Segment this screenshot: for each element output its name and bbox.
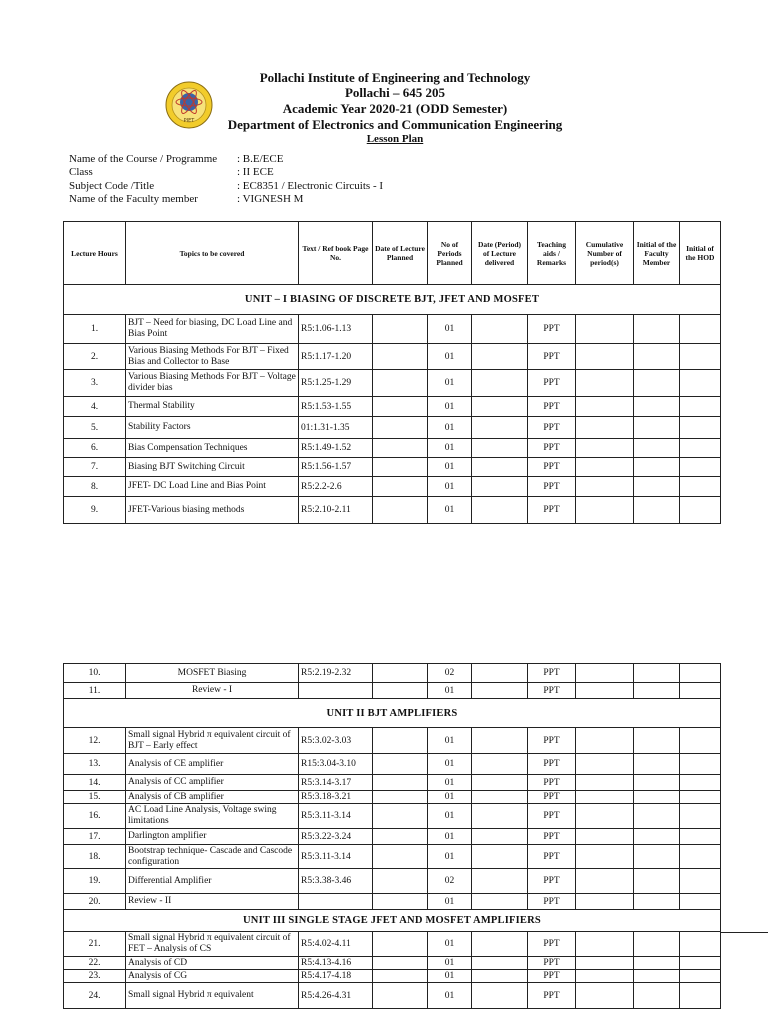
periods-cell: 01	[428, 497, 472, 524]
teaching-aid-cell: PPT	[528, 315, 576, 344]
date-planned-cell	[373, 829, 428, 845]
lecture-no-cell: 14.	[64, 775, 126, 791]
topic-cell: Analysis of CC amplifier	[126, 775, 299, 791]
lecture-no-cell: 4.	[64, 397, 126, 417]
periods-cell: 01	[428, 970, 472, 983]
department-name: Department of Electronics and Communication Engineering	[227, 117, 563, 132]
lecture-no-cell: 11.	[64, 683, 126, 699]
date-delivered-cell	[472, 970, 528, 983]
topic-cell: Small signal Hybrid π equivalent circuit of FET – Analysis of CS	[126, 932, 299, 957]
teaching-aid-cell: PPT	[528, 370, 576, 397]
topic-cell: Analysis of CD	[126, 957, 299, 970]
date-planned-cell	[373, 344, 428, 370]
ref-page-cell: R5:1.53-1.55	[299, 397, 373, 417]
date-delivered-cell	[472, 683, 528, 699]
date-planned-cell	[373, 775, 428, 791]
lecture-no-cell: 22.	[64, 957, 126, 970]
cumulative-cell	[576, 344, 634, 370]
hod-initial-cell	[680, 754, 721, 775]
topic-cell: Darlington amplifier	[126, 829, 299, 845]
teaching-aid-cell: PPT	[528, 683, 576, 699]
lecture-no-cell: 9.	[64, 497, 126, 524]
periods-cell: 01	[428, 754, 472, 775]
cumulative-cell	[576, 957, 634, 970]
date-planned-cell	[373, 497, 428, 524]
col-header: Date of Lecture Planned	[373, 222, 428, 285]
cumulative-cell	[576, 970, 634, 983]
table-row	[64, 397, 721, 417]
lecture-no-cell: 8.	[64, 477, 126, 497]
teaching-aid-cell: PPT	[528, 397, 576, 417]
periods-cell: 01	[428, 957, 472, 970]
periods-cell: 01	[428, 417, 472, 439]
periods-cell: 01	[428, 439, 472, 458]
date-delivered-cell	[472, 845, 528, 869]
topic-cell: JFET- DC Load Line and Bias Point	[126, 477, 299, 497]
col-header: Cumulative Number of period(s)	[576, 222, 634, 285]
periods-cell: 01	[428, 344, 472, 370]
lecture-no-cell: 12.	[64, 728, 126, 754]
teaching-aid-cell: PPT	[528, 497, 576, 524]
hod-initial-cell	[680, 932, 721, 957]
teaching-aid-cell: PPT	[528, 458, 576, 477]
lecture-no-cell: 1.	[64, 315, 126, 344]
date-delivered-cell	[472, 664, 528, 683]
cumulative-cell	[576, 804, 634, 829]
ref-page-cell: 01:1.31-1.35	[299, 417, 373, 439]
hod-initial-cell	[680, 477, 721, 497]
table-row	[64, 932, 721, 957]
hod-initial-cell	[680, 344, 721, 370]
cumulative-cell	[576, 664, 634, 683]
teaching-aid-cell: PPT	[528, 664, 576, 683]
lesson-plan-table-page2	[63, 663, 721, 1009]
cumulative-cell	[576, 754, 634, 775]
table-border-extension	[720, 932, 768, 933]
faculty-initial-cell	[634, 791, 680, 804]
document-title: Lesson Plan	[366, 133, 424, 145]
periods-cell: 01	[428, 397, 472, 417]
cumulative-cell	[576, 397, 634, 417]
table-row	[64, 664, 721, 683]
date-delivered-cell	[472, 477, 528, 497]
faculty-initial-cell	[634, 894, 680, 910]
teaching-aid-cell: PPT	[528, 932, 576, 957]
table-row	[64, 497, 721, 524]
cumulative-cell	[576, 791, 634, 804]
academic-year: Academic Year 2020-21 (ODD Semester)	[282, 101, 508, 116]
hod-initial-cell	[680, 970, 721, 983]
table-row	[64, 894, 721, 910]
cumulative-cell	[576, 683, 634, 699]
periods-cell: 01	[428, 845, 472, 869]
lecture-no-cell: 10.	[64, 664, 126, 683]
cumulative-cell	[576, 932, 634, 957]
ref-page-cell: R15:3.04-3.10	[299, 754, 373, 775]
table-row	[64, 829, 721, 845]
periods-cell: 01	[428, 829, 472, 845]
topic-cell: Differential Amplifier	[126, 869, 299, 894]
ref-page-cell: R5:3.11-3.14	[299, 845, 373, 869]
ref-page-cell: R5:2.19-2.32	[299, 664, 373, 683]
teaching-aid-cell: PPT	[528, 829, 576, 845]
table-row	[64, 775, 721, 791]
lecture-no-cell: 23.	[64, 970, 126, 983]
date-planned-cell	[373, 983, 428, 1009]
topic-cell: Analysis of CB amplifier	[126, 791, 299, 804]
table-row	[64, 728, 721, 754]
ref-page-cell: R5:3.38-3.46	[299, 869, 373, 894]
cumulative-cell	[576, 315, 634, 344]
ref-page-cell: R5:3.14-3.17	[299, 775, 373, 791]
periods-cell: 01	[428, 315, 472, 344]
hod-initial-cell	[680, 417, 721, 439]
periods-cell: 01	[428, 477, 472, 497]
date-planned-cell	[373, 370, 428, 397]
teaching-aid-cell: PPT	[528, 957, 576, 970]
ref-page-cell: R5:4.17-4.18	[299, 970, 373, 983]
table-row	[64, 370, 721, 397]
teaching-aid-cell: PPT	[528, 869, 576, 894]
teaching-aid-cell: PPT	[528, 344, 576, 370]
date-planned-cell	[373, 804, 428, 829]
cumulative-cell	[576, 477, 634, 497]
hod-initial-cell	[680, 728, 721, 754]
periods-cell: 01	[428, 791, 472, 804]
teaching-aid-cell: PPT	[528, 754, 576, 775]
faculty-initial-cell	[634, 458, 680, 477]
faculty-initial-cell	[634, 664, 680, 683]
topic-cell: BJT – Need for biasing, DC Load Line and Bias Point	[126, 315, 299, 344]
hod-initial-cell	[680, 683, 721, 699]
col-header: Date (Period) of Lecture delivered	[472, 222, 528, 285]
date-planned-cell	[373, 477, 428, 497]
table-row	[64, 439, 721, 458]
faculty-initial-cell	[634, 869, 680, 894]
date-delivered-cell	[472, 983, 528, 1009]
hod-initial-cell	[680, 869, 721, 894]
hod-initial-cell	[680, 458, 721, 477]
teaching-aid-cell: PPT	[528, 775, 576, 791]
date-delivered-cell	[472, 894, 528, 910]
teaching-aid-cell: PPT	[528, 417, 576, 439]
svg-text:PIET: PIET	[183, 118, 195, 124]
hod-initial-cell	[680, 370, 721, 397]
topic-cell: AC Load Line Analysis, Voltage swing limitations	[126, 804, 299, 829]
topic-cell: Various Biasing Methods For BJT – Voltage divider bias	[126, 370, 299, 397]
periods-cell: 01	[428, 775, 472, 791]
topic-cell: Review - II	[126, 894, 299, 910]
topic-cell: Review - I	[126, 683, 299, 699]
ref-page-cell: R5:1.06-1.13	[299, 315, 373, 344]
lecture-no-cell: 5.	[64, 417, 126, 439]
hod-initial-cell	[680, 315, 721, 344]
table-row	[64, 970, 721, 983]
periods-cell: 01	[428, 932, 472, 957]
table-row	[64, 754, 721, 775]
institute-location: Pollachi – 645 205	[344, 85, 446, 100]
date-planned-cell	[373, 754, 428, 775]
date-delivered-cell	[472, 791, 528, 804]
ref-page-cell: R5:4.26-4.31	[299, 983, 373, 1009]
periods-cell: 01	[428, 894, 472, 910]
faculty-initial-cell	[634, 728, 680, 754]
date-delivered-cell	[472, 370, 528, 397]
hod-initial-cell	[680, 497, 721, 524]
topic-cell: Small signal Hybrid π equivalent	[126, 983, 299, 1009]
ref-page-cell: R5:1.25-1.29	[299, 370, 373, 397]
hod-initial-cell	[680, 804, 721, 829]
faculty-initial-cell	[634, 970, 680, 983]
topic-cell: Thermal Stability	[126, 397, 299, 417]
date-delivered-cell	[472, 804, 528, 829]
unit-heading: UNIT III SINGLE STAGE JFET AND MOSFET AMPLIFIERS	[64, 910, 721, 932]
teaching-aid-cell: PPT	[528, 983, 576, 1009]
hod-initial-cell	[680, 983, 721, 1009]
faculty-initial-cell	[634, 315, 680, 344]
lecture-no-cell: 2.	[64, 344, 126, 370]
date-delivered-cell	[472, 497, 528, 524]
table-row	[64, 845, 721, 869]
date-planned-cell	[373, 932, 428, 957]
faculty-initial-cell	[634, 344, 680, 370]
lecture-no-cell: 6.	[64, 439, 126, 458]
teaching-aid-cell: PPT	[528, 728, 576, 754]
date-delivered-cell	[472, 397, 528, 417]
faculty-initial-cell	[634, 983, 680, 1009]
faculty-initial-cell	[634, 829, 680, 845]
date-planned-cell	[373, 957, 428, 970]
info-row-subject: Subject Code /Title : EC8351 / Electronic Circuits - I	[69, 179, 384, 192]
faculty-initial-cell	[634, 477, 680, 497]
ref-page-cell	[299, 894, 373, 910]
faculty-initial-cell	[634, 497, 680, 524]
cumulative-cell	[576, 439, 634, 458]
table-header-row	[64, 222, 721, 285]
table-row	[64, 344, 721, 370]
hod-initial-cell	[680, 775, 721, 791]
ref-page-cell: R5:1.17-1.20	[299, 344, 373, 370]
date-planned-cell	[373, 791, 428, 804]
periods-cell: 01	[428, 728, 472, 754]
col-header: Topics to be covered	[126, 222, 299, 285]
lecture-no-cell: 18.	[64, 845, 126, 869]
date-planned-cell	[373, 664, 428, 683]
teaching-aid-cell: PPT	[528, 439, 576, 458]
ref-page-cell: R5:3.11-3.14	[299, 804, 373, 829]
faculty-initial-cell	[634, 775, 680, 791]
table-row	[64, 315, 721, 344]
lecture-no-cell: 7.	[64, 458, 126, 477]
topic-cell: Bootstrap technique- Cascade and Cascode configuration	[126, 845, 299, 869]
col-header: Teaching aids / Remarks	[528, 222, 576, 285]
teaching-aid-cell: PPT	[528, 804, 576, 829]
ref-page-cell: R5:3.22-3.24	[299, 829, 373, 845]
hod-initial-cell	[680, 894, 721, 910]
date-delivered-cell	[472, 775, 528, 791]
faculty-initial-cell	[634, 845, 680, 869]
ref-page-cell: R5:4.13-4.16	[299, 957, 373, 970]
periods-cell: 01	[428, 983, 472, 1009]
date-delivered-cell	[472, 957, 528, 970]
topic-cell: JFET-Various biasing methods	[126, 497, 299, 524]
date-planned-cell	[373, 845, 428, 869]
cumulative-cell	[576, 370, 634, 397]
ref-page-cell: R5:4.02-4.11	[299, 932, 373, 957]
teaching-aid-cell: PPT	[528, 791, 576, 804]
topic-cell: Stability Factors	[126, 417, 299, 439]
date-delivered-cell	[472, 728, 528, 754]
col-header: Text / Ref book Page No.	[299, 222, 373, 285]
teaching-aid-cell: PPT	[528, 845, 576, 869]
topic-cell: Biasing BJT Switching Circuit	[126, 458, 299, 477]
faculty-initial-cell	[634, 957, 680, 970]
date-planned-cell	[373, 683, 428, 699]
date-planned-cell	[373, 315, 428, 344]
col-header: Lecture Hours	[64, 222, 126, 285]
date-planned-cell	[373, 869, 428, 894]
topic-cell: Various Biasing Methods For BJT – Fixed Bias and Collector to Base	[126, 344, 299, 370]
date-planned-cell	[373, 439, 428, 458]
cumulative-cell	[576, 869, 634, 894]
faculty-initial-cell	[634, 754, 680, 775]
topic-cell: MOSFET Biasing	[126, 664, 299, 683]
info-row-course: Name of the Course / Programme : B.E/ECE	[69, 153, 284, 165]
info-row-class: Class : II ECE	[69, 166, 274, 179]
table-row	[64, 804, 721, 829]
lecture-no-cell: 19.	[64, 869, 126, 894]
cumulative-cell	[576, 775, 634, 791]
topic-cell: Bias Compensation Techniques	[126, 439, 299, 458]
periods-cell: 01	[428, 804, 472, 829]
date-planned-cell	[373, 417, 428, 439]
date-delivered-cell	[472, 417, 528, 439]
topic-cell: Analysis of CG	[126, 970, 299, 983]
lesson-plan-table-page1	[63, 221, 721, 524]
cumulative-cell	[576, 983, 634, 1009]
lecture-no-cell: 16.	[64, 804, 126, 829]
date-planned-cell	[373, 458, 428, 477]
topic-cell: Small signal Hybrid π equivalent circuit of BJT – Early effect	[126, 728, 299, 754]
teaching-aid-cell: PPT	[528, 477, 576, 497]
date-planned-cell	[373, 728, 428, 754]
ref-page-cell: R5:2.2-2.6	[299, 477, 373, 497]
date-planned-cell	[373, 397, 428, 417]
faculty-initial-cell	[634, 370, 680, 397]
lecture-no-cell: 13.	[64, 754, 126, 775]
cumulative-cell	[576, 458, 634, 477]
periods-cell: 02	[428, 664, 472, 683]
topic-cell: Analysis of CE amplifier	[126, 754, 299, 775]
faculty-initial-cell	[634, 439, 680, 458]
table-row	[64, 683, 721, 699]
lecture-no-cell: 24.	[64, 983, 126, 1009]
table-row	[64, 983, 721, 1009]
institute-name: Pollachi Institute of Engineering and Technology	[259, 70, 531, 85]
lecture-no-cell: 15.	[64, 791, 126, 804]
lecture-no-cell: 20.	[64, 894, 126, 910]
faculty-initial-cell	[634, 417, 680, 439]
col-header: Initial of the Faculty Member	[634, 222, 680, 285]
cumulative-cell	[576, 497, 634, 524]
col-header: No of Periods Planned	[428, 222, 472, 285]
table-row	[64, 458, 721, 477]
hod-initial-cell	[680, 791, 721, 804]
periods-cell: 01	[428, 683, 472, 699]
hod-initial-cell	[680, 845, 721, 869]
date-planned-cell	[373, 970, 428, 983]
periods-cell: 02	[428, 869, 472, 894]
date-delivered-cell	[472, 439, 528, 458]
hod-initial-cell	[680, 957, 721, 970]
lecture-no-cell: 3.	[64, 370, 126, 397]
hod-initial-cell	[680, 664, 721, 683]
info-row-faculty: Name of the Faculty member : VIGNESH M	[69, 193, 304, 206]
cumulative-cell	[576, 894, 634, 910]
table-row	[64, 791, 721, 804]
date-delivered-cell	[472, 458, 528, 477]
teaching-aid-cell: PPT	[528, 970, 576, 983]
faculty-initial-cell	[634, 804, 680, 829]
hod-initial-cell	[680, 829, 721, 845]
ref-page-cell: R5:3.18-3.21	[299, 791, 373, 804]
course-info	[69, 153, 383, 207]
date-delivered-cell	[472, 869, 528, 894]
date-delivered-cell	[472, 932, 528, 957]
date-delivered-cell	[472, 315, 528, 344]
lecture-no-cell: 17.	[64, 829, 126, 845]
faculty-initial-cell	[634, 397, 680, 417]
table-row	[64, 957, 721, 970]
periods-cell: 01	[428, 458, 472, 477]
cumulative-cell	[576, 417, 634, 439]
hod-initial-cell	[680, 439, 721, 458]
faculty-initial-cell	[634, 683, 680, 699]
date-planned-cell	[373, 894, 428, 910]
faculty-initial-cell	[634, 932, 680, 957]
table-row	[64, 477, 721, 497]
date-delivered-cell	[472, 344, 528, 370]
cumulative-cell	[576, 728, 634, 754]
date-delivered-cell	[472, 754, 528, 775]
unit-heading: UNIT – I BIASING OF DISCRETE BJT, JFET AND MOSFET	[64, 285, 721, 315]
ref-page-cell: R5:1.49-1.52	[299, 439, 373, 458]
cumulative-cell	[576, 829, 634, 845]
unit-heading: UNIT II BJT AMPLIFIERS	[64, 699, 721, 728]
ref-page-cell: R5:2.10-2.11	[299, 497, 373, 524]
periods-cell: 01	[428, 370, 472, 397]
teaching-aid-cell: PPT	[528, 894, 576, 910]
ref-page-cell: R5:1.56-1.57	[299, 458, 373, 477]
cumulative-cell	[576, 845, 634, 869]
hod-initial-cell	[680, 397, 721, 417]
ref-page-cell: R5:3.02-3.03	[299, 728, 373, 754]
lecture-no-cell: 21.	[64, 932, 126, 957]
col-header: Initial of the HOD	[680, 222, 721, 285]
date-delivered-cell	[472, 829, 528, 845]
table-row	[64, 417, 721, 439]
table-row	[64, 869, 721, 894]
ref-page-cell	[299, 683, 373, 699]
